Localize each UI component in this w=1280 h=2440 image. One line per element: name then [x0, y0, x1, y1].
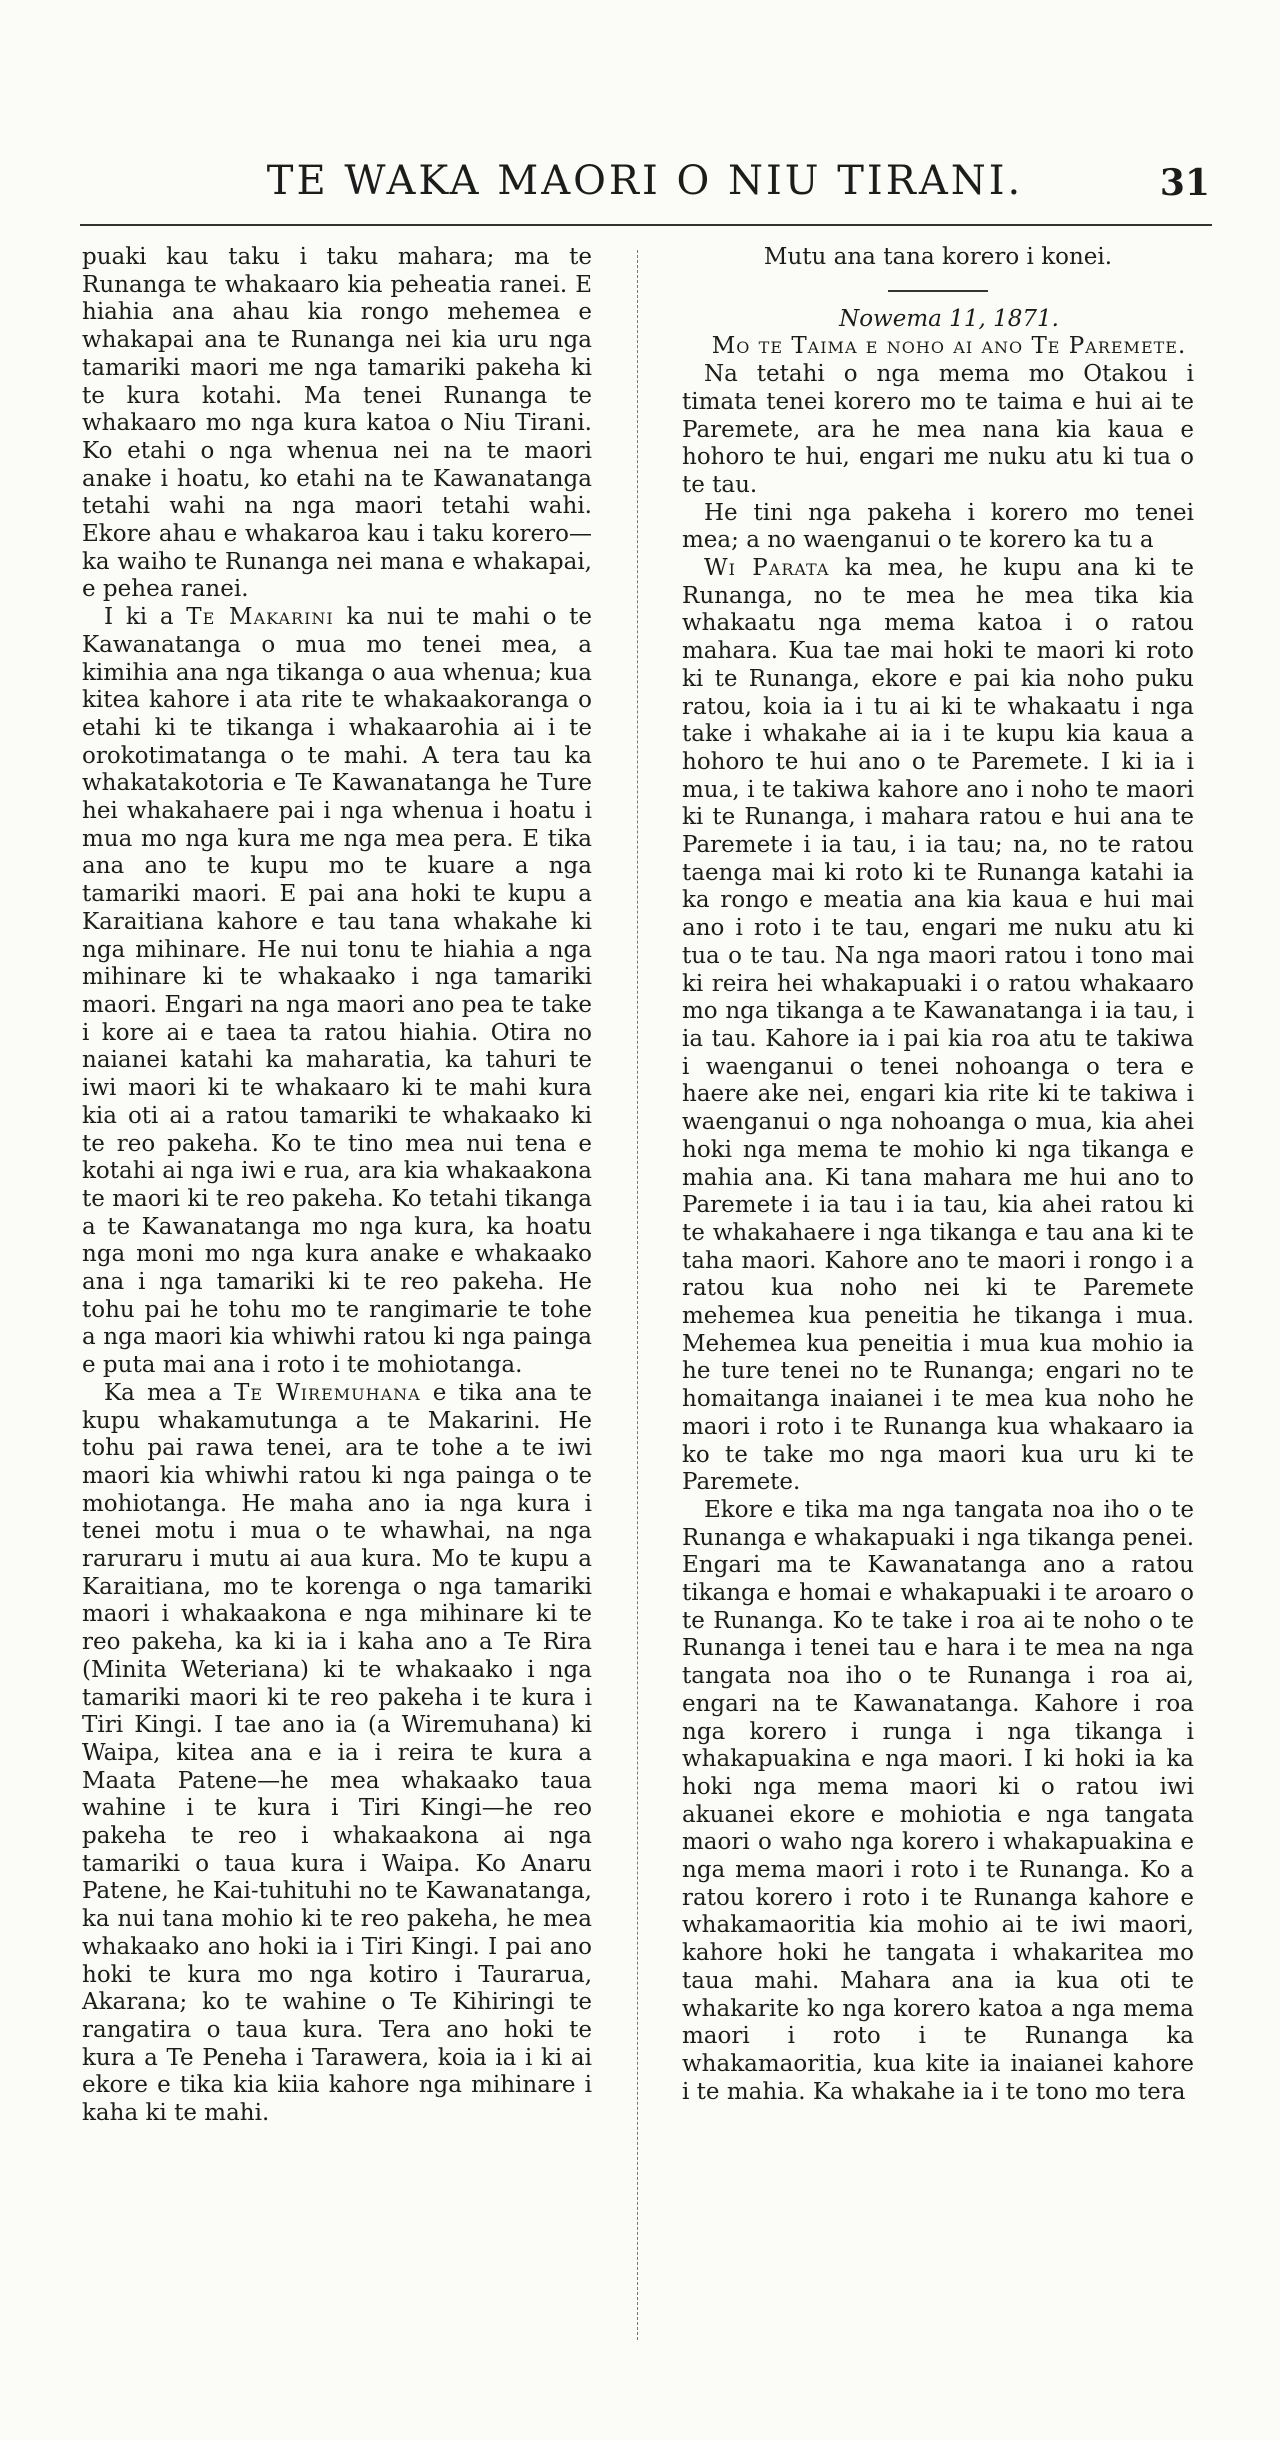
paragraph-otakou: Na tetahi o nga mema mo Otakou i timata tenei korero mo te taima e hui ai te Paremete, ara he mea nana kia kaua e hohoro te hui, engari me nuku atu ki tua o te tau. [682, 361, 1194, 498]
speaker-name: Te Wiremuhana [233, 1379, 421, 1406]
paragraph-text: ka mea, he kupu ana ki te Runanga, no te mea he mea tika kia whakaatu nga mema katoa i o ratou mahara. Kua tae mai hoki te maori ki roto ki te Runanga, ekore e pai kia noho puku ratou, koia ia i tu ai ki te whakaatu i nga take i whakahe ai ia i te kupu kia kaua a hohoro te hui ano o te Paremete. I ki ia i mua, i te takiwa kahore ano i noho te maori ki te Runanga, i mahara ratou e hui ana te Paremete i ia tau, i ia tau; na, no te ratou taenga mai ki roto ki te Runanga katahi ia ka rongo e meatia ana kia kaua e hui mai ano i roto i te tau, engari me nuku atu ki tua o te tau. Na nga maori ratou i tono mai ki reira hei whakapuaki i o ratou whakaaro mo nga tikanga a te Kawanatanga i ia tau, i ia tau. Kahore ia i pai kia roa atu te takiwa i waenganui o tenei nohoanga o tera e haere ake nei, engari kia rite ki te takiwa i waenganui o nga nohoanga o mua, kia ahei hoki nga mema te mohio ki nga tikanga e mahia ana. Ki tana mahara me hui ano to Paremete i ia tau i ia tau, kia ahei ratou ki te whakahaere i nga tikanga e tau ana ki te taha maori. Kahore ano te maori i rongo i a ratou kua noho nei ki te Paremete mehemea kua peneitia he tikanga i mua. Mehemea kua peneitia i mua kua mohio ia he ture tenei no te Runanga; engari no te homaitanga inaianei i te mea kua noho he maori i roto i te Runanga kua whakaaro ia ko te take mo nga maori kua uru ki te Paremete. [682, 555, 1194, 1496]
paragraph-prefix: Ka mea a [104, 1379, 234, 1406]
page-header [80, 158, 1210, 218]
paragraph-text: e tika ana te kupu whakamutunga a te Makarini. He tohu pai rawa tenei, ara te tohe a te iwi maori kia whiwhi ratou ki nga painga o te mohiotanga. He maha ano ia nga kura i tenei motu i mua o te whawhai, na nga raruraru i mutu ai aua kura. Mo te kupu a Karaitiana, mo te korenga o nga tamariki maori i whakaakona e nga mihinare ki te reo pakeha, ka ki ia i kaha ano a Te Rira (Minita Weteriana) ki te whakaako i nga tamariki maori ki te reo pakeha i te kura i Tiri Kingi. I tae ano ia (a Wiremuhana) ki Waipa, kitea ana e ia i reira te kura a Maata Patene—he mea whakaako taua wahine i te kura i Tiri Kingi—he reo pakeha te reo i whakaakona ai nga tamariki o taua kura i Waipa. Ko Anaru Patene, he Kai-tuhituhi no te Kawanatanga, ka nui tana mohio ki te reo pakeha, he mea whakaako ano hoki ia i Tiri Kingi. I pai ano hoki te kura mo nga kotiro i Taurarua, Akarana; ko te wahine o Te Kihiringi te rangatira o taua kura. Tera ano hoki te kura a Te Peneha i Tarawera, koia ia i ki ai ekore e tika kia kiia kahore nga mihinare i kaha ki te mahi. [82, 1379, 592, 2127]
paragraph-wiremuhana [82, 1380, 592, 2128]
page-number: 31 [1159, 162, 1210, 204]
speaker-name: Te Makarini [186, 604, 334, 631]
left-column [82, 244, 592, 2128]
paragraph-pakeha: He tini nga pakeha i korero mo tenei mea; a no waenganui o te korero ka tu a [682, 499, 1194, 554]
paragraph-text: ka nui te mahi o te Kawanatanga o mua mo tenei mea, a kimihia ana nga tikanga o aua whenua; kua kitea kahore i ata rite te whakaakoranga o etahi ki te tikanga i whakaarohia ai i te orokotimatanga o te mahi. A tera tau ka whakatakotoria e Te Kawanatanga he Ture hei whakahaere pai i nga whenua i hoatu i mua mo nga kura me nga mea pera. E tika ana ano te kupu mo te kuare a nga tamariki maori. E pai ana hoki te kupu a Karaitiana kahore e tau tana whakahe ki nga mihinare. He nui tonu te hiahia a nga mihinare ki te whakaako i nga tamariki maori. Engari na nga maori ano pea te take i kore ai e taea ta ratou hiahia. Otira no naianei katahi ka maharatia, ka tahuri te iwi maori ki te whakaaro ki te mahi kura kia oti ai a ratou tamariki te whakaako ki te reo pakeha. Ko te tino mea nui tena e kotahi ai nga iwi e rua, ara kia whakaakona te maori ki te reo pakeha. Ko tetahi tikanga a te Kawanatanga mo nga kura, ka hoatu nga moni mo nga kura anake e whakaako ana i nga tamariki ki te reo pakeha. He tohu pai he tohu mo te rangimarie te tohe a nga maori kia whiwhi ratou ki nga painga e puta mai ana i roto i te mohiotanga. [82, 604, 593, 1379]
paragraph-makarini [82, 604, 592, 1380]
section-title: Mo te Taima e noho ai ano Te Paremete. [711, 333, 1187, 360]
paragraph-wi-parata [682, 555, 1194, 1497]
dateline: Nowema 11, 1871. [839, 305, 1059, 332]
paragraph-prefix: I ki a [104, 604, 187, 631]
speaker-name: Wi Parata [704, 555, 830, 582]
newspaper-title: TE WAKA MAORI O NIU TIRANI. [266, 158, 1024, 204]
section-rule [888, 290, 988, 292]
paragraph-ekore: Ekore e tika ma nga tangata noa iho o te Runanga e whakapuaki i nga tikanga penei. Engari ma te Kawanatanga ano a ratou tikanga e homai e whakapuaki i te aroaro o te Runanga. Ko te take i roa ai te noho o te Runanga i tenei tau e hara i te mea na nga tangata noa iho o te Runanga i roa ai, engari na te Kawanatanga. Kahore i roa nga korero i runga i nga tikanga i whakapuakina e nga maori. I ki hoki ia ka hoki nga mema maori ki o ratou iwi akuanei ekore e mohiotia e nga tangata maori o waho nga korero i whakapuakina e nga mema maori i roto i te Runanga. Ko a ratou korero i roto i te Runanga kahore e whakamaoritia kia mohio ai te iwi maori, kahore hoki he tangata i whakaritea mo taua mahi. Mahara ana ia kua oti te whakarite ko nga korero katoa a nga mema maori i roto i te Runanga ka whakamaoritia, kua kite ia inaianei kahore i te mahia. Ka whakahe ia i te tono mo tera [682, 1496, 1194, 2105]
closing-line: Mutu ana tana korero i konei. [763, 244, 1113, 270]
header-rule [80, 224, 1212, 226]
paragraph-continued: puaki kau taku i taku mahara; ma te Runanga te whakaaro kia peheatia ranei. E hiahia ana ahau kia rongo mehemea e whakapai ana te Runanga nei kia uru nga tamariki maori me nga tamariki pakeha ki te kura kotahi. Ma tenei Runanga te whakaaro mo nga kura katoa o Niu Tirani. Ko etahi o nga whenua nei na te maori anake i hoatu, ko etahi na te Kawanatanga tetahi wahi na nga maori tetahi wahi. Ekore ahau e whakaroa kau i taku korero—ka waiho te Runanga nei mana e whakapai, e pehea ranei. [82, 244, 592, 603]
column-divider [637, 250, 638, 2340]
right-column [682, 244, 1194, 2106]
